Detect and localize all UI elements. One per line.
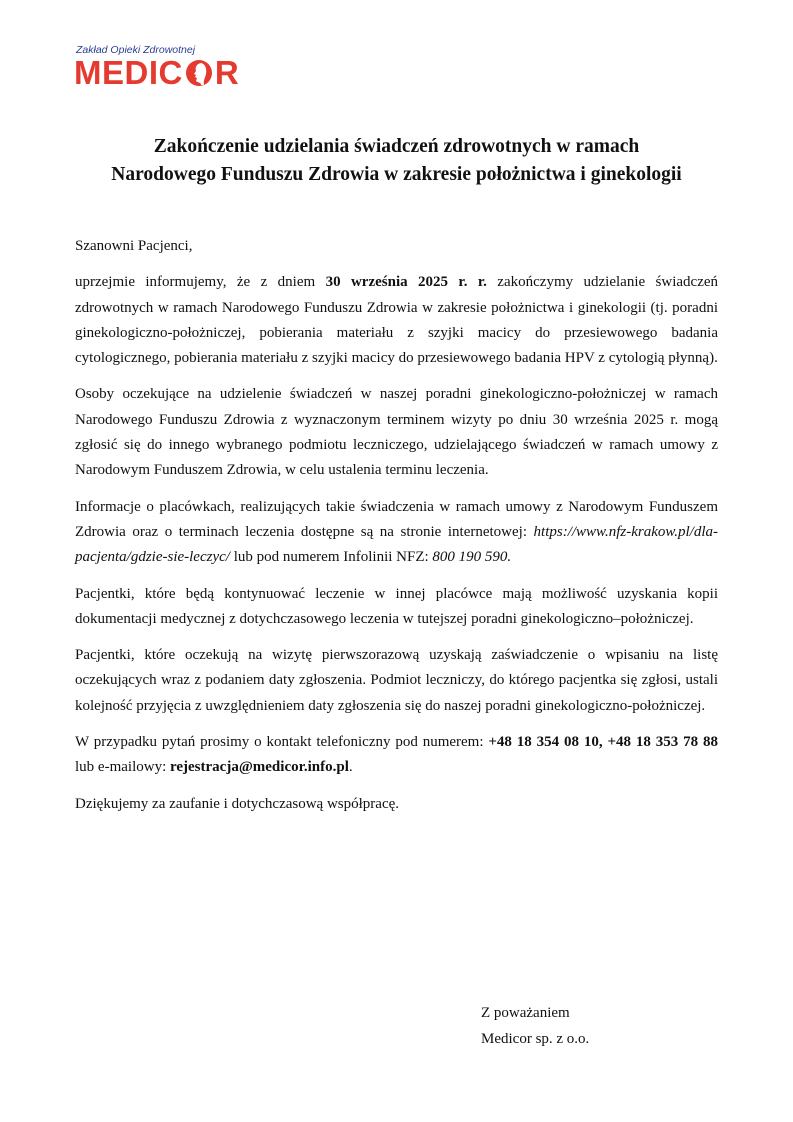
paragraph-thanks: Dziękujemy za zaufanie i dotychczasową współpracę. <box>75 795 400 812</box>
p1-text-after: zakończymy udzielanie świadczeń zdrowotnych w ramach Narodowego Funduszu Zdrowia w zakresie położnictwa i ginekologii (tj. poradni ginekologiczno-położniczej, pobierania materiału z szyjki macicy do przesiewowego badania cytologicznego, pobierania materiału z szyjki macicy do przesiewowego badania HPV z cytologią płynną). <box>75 274 719 367</box>
signature <box>481 1000 589 1052</box>
medicor-logo <box>74 44 274 94</box>
contact-email[interactable]: rejestracja@medicor.info.pl <box>169 759 349 776</box>
paragraph-nfz-info <box>75 495 718 571</box>
p6-text-before: W przypadku pytań prosimy o kontakt telefoniczny pod numerem: <box>75 734 489 751</box>
letter-body <box>75 234 718 828</box>
document-title <box>60 133 733 189</box>
logo-wordmark <box>74 54 239 92</box>
p3-text-after: . <box>507 549 512 566</box>
paragraph-waiting-patients: Osoby oczekujące na udzielenie świadczeń w naszej poradni ginekologiczno-położniczej w ramach Narodowego Funduszu Zdrowia z wyznaczonym terminem wizyty po dniu 30 września 2025 r. mogą zgłosić się do innego wybranego podmiotu leczniczego, udzielającego świadczeń w ramach umowy z Narodowym Funduszem Zdrowia, w celu ustalenia terminu leczenia. <box>75 386 718 479</box>
signature-company: Medicor sp. z o.o. <box>481 1031 590 1047</box>
logo-subtitle: Zakład Opieki Zdrowotnej <box>76 44 196 56</box>
p3-text-middle: lub pod numerem Infolinii NFZ: <box>229 549 433 566</box>
nfz-hotline-number: 800 190 590 <box>432 549 508 566</box>
title-line-2: Narodowego Funduszu Zdrowia w zakresie położnictwa i ginekologii <box>111 164 682 185</box>
p6-text-middle: lub e-mailowy: <box>75 759 170 776</box>
signature-closing: Z poważaniem <box>481 1005 570 1021</box>
woman-profile-o-icon <box>184 58 214 88</box>
nfz-link[interactable]: https://www.nfz-krakow.pl/dla-pacjenta/gdzie-sie-leczyc/ <box>75 523 718 566</box>
logo-name-right: R <box>214 54 240 91</box>
contact-phone-1: +48 18 354 08 10, <box>488 734 603 751</box>
title-line-1: Zakończenie udzielania świadczeń zdrowotnych w ramach <box>153 136 640 157</box>
paragraph-first-visit: Pacjentki, które oczekują na wizytę pierwszorazową uzyskają zaświadczenie o wpisaniu na listę oczekujących wraz z podaniem daty zgłoszenia. Podmiot leczniczy, do którego pacjentka się zgłosi, ustali kolejność przyjęcia z uwzględnieniem daty zgłoszenia się do naszej poradni ginekologiczno-położniczej. <box>75 647 718 714</box>
end-date: 30 września 2025 r. r. <box>325 274 487 291</box>
p1-text-before: uprzejmie informujemy, że z dniem <box>75 274 326 291</box>
contact-phone-2: +48 18 353 78 88 <box>607 734 718 751</box>
greeting: Szanowni Pacjenci, <box>75 238 193 254</box>
p3-text-before: Informacje o placówkach, realizujących takie świadczenia w ramach umowy z Narodowym Funduszem Zdrowia oraz o terminach leczenia dostępne są na stronie internetowej: <box>75 498 718 540</box>
p6-text-after: . <box>348 759 353 776</box>
logo-name-left: MEDIC <box>74 54 183 91</box>
paragraph-documentation: Pacjentki, które będą kontynuować leczenie w innej placówce mają możliwość uzyskania kopii dokumentacji medycznej z dotychczasowego leczenia w tutejszej poradni ginekologiczno–położniczej. <box>75 585 718 627</box>
paragraph-contact <box>75 730 718 781</box>
paragraph-announcement <box>75 270 718 371</box>
